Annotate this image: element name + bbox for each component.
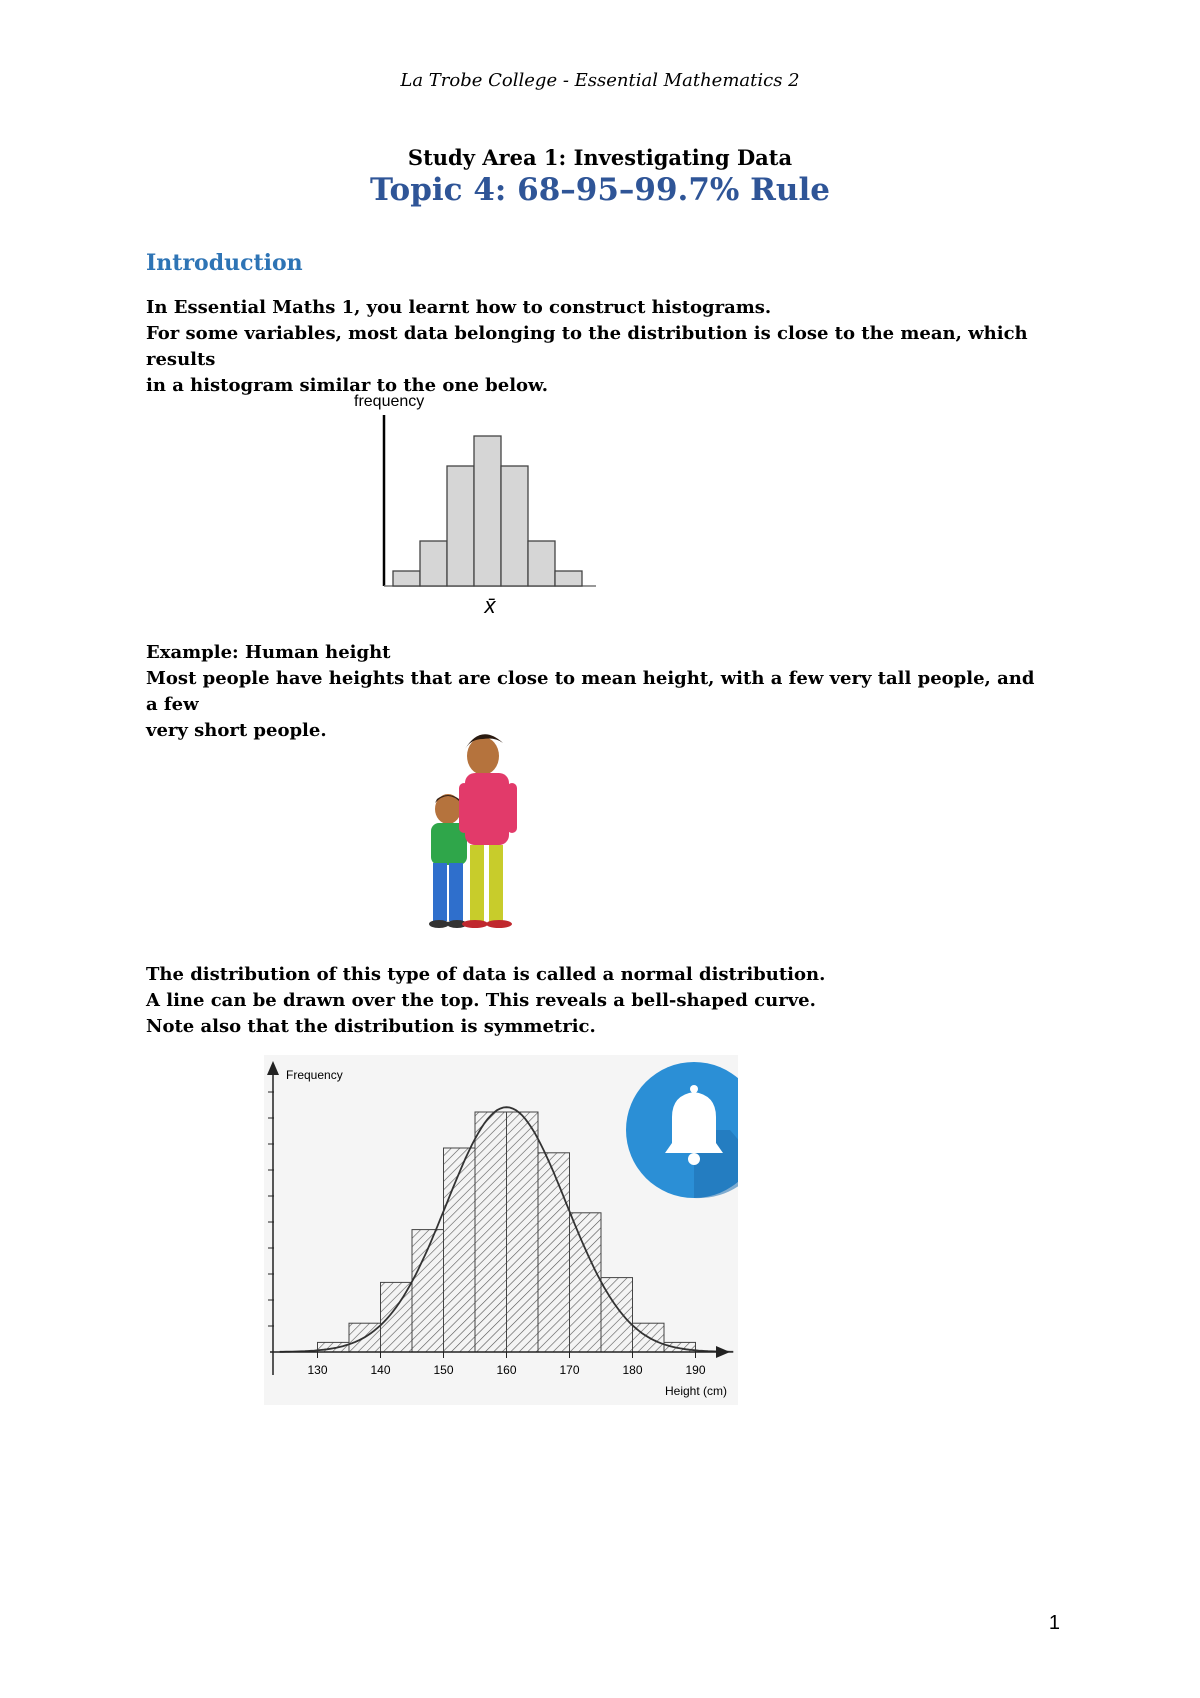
histogram-bar [444, 1148, 476, 1352]
histogram-bar [538, 1153, 570, 1352]
x-axis-label: x̄ [484, 593, 496, 618]
example-heading: Example: Human height [146, 642, 391, 663]
x-tick-label: 130 [307, 1363, 328, 1377]
x-axis-label: Height (cm) [664, 1384, 727, 1398]
intro-line: In Essential Maths 1, you learnt how to construct histograms. [146, 297, 772, 318]
normal-line: A line can be drawn over the top. This reveals a bell-shaped curve. [146, 990, 816, 1011]
section-introduction: Introduction [146, 250, 303, 276]
y-axis-label: Frequency [286, 1068, 343, 1082]
x-tick-label: 160 [496, 1363, 517, 1377]
histogram-bar [447, 466, 474, 586]
normal-distribution-paragraph [146, 962, 1046, 1040]
page-number: 1 [1048, 1612, 1060, 1634]
histogram-bar [420, 541, 447, 586]
example-section [146, 640, 1046, 744]
intro-line: For some variables, most data belonging to the distribution is close to the mean, which results [146, 323, 1028, 370]
adult-figure [459, 734, 517, 928]
x-tick-label: 190 [685, 1363, 706, 1377]
study-area-title: Study Area 1: Investigating Data [407, 145, 793, 170]
simple-histogram [340, 385, 610, 625]
histogram-bar [528, 541, 555, 586]
histogram-bar [555, 571, 582, 586]
x-tick-label: 150 [433, 1363, 454, 1377]
y-axis-label: frequency [354, 393, 425, 410]
intro-paragraph [146, 295, 1046, 399]
page-header: La Trobe College - Essential Mathematics 2 [400, 70, 800, 91]
example-line: Most people have heights that are close to mean height, with a few very tall people, and a few [146, 668, 1035, 715]
histogram-bar [381, 1282, 413, 1352]
topic-title: Topic 4: 68–95–99.7% Rule [370, 172, 830, 208]
normal-line: Note also that the distribution is symmetric. [146, 1016, 596, 1037]
histogram-bar [507, 1112, 539, 1352]
histogram-bar [501, 466, 528, 586]
normal-line: The distribution of this type of data is called a normal distribution. [146, 964, 826, 985]
x-tick-label: 180 [622, 1363, 643, 1377]
histogram-bar [570, 1213, 602, 1352]
histogram-bar [393, 571, 420, 586]
height-histogram-chart [264, 1055, 738, 1405]
x-tick-label: 140 [370, 1363, 391, 1377]
people-height-illustration [415, 725, 555, 930]
x-tick-label: 170 [559, 1363, 580, 1377]
example-line: very short people. [146, 720, 327, 741]
intro-line: in a histogram similar to the one below. [146, 375, 549, 396]
histogram-bar [475, 1112, 507, 1352]
histogram-bar [474, 436, 501, 586]
